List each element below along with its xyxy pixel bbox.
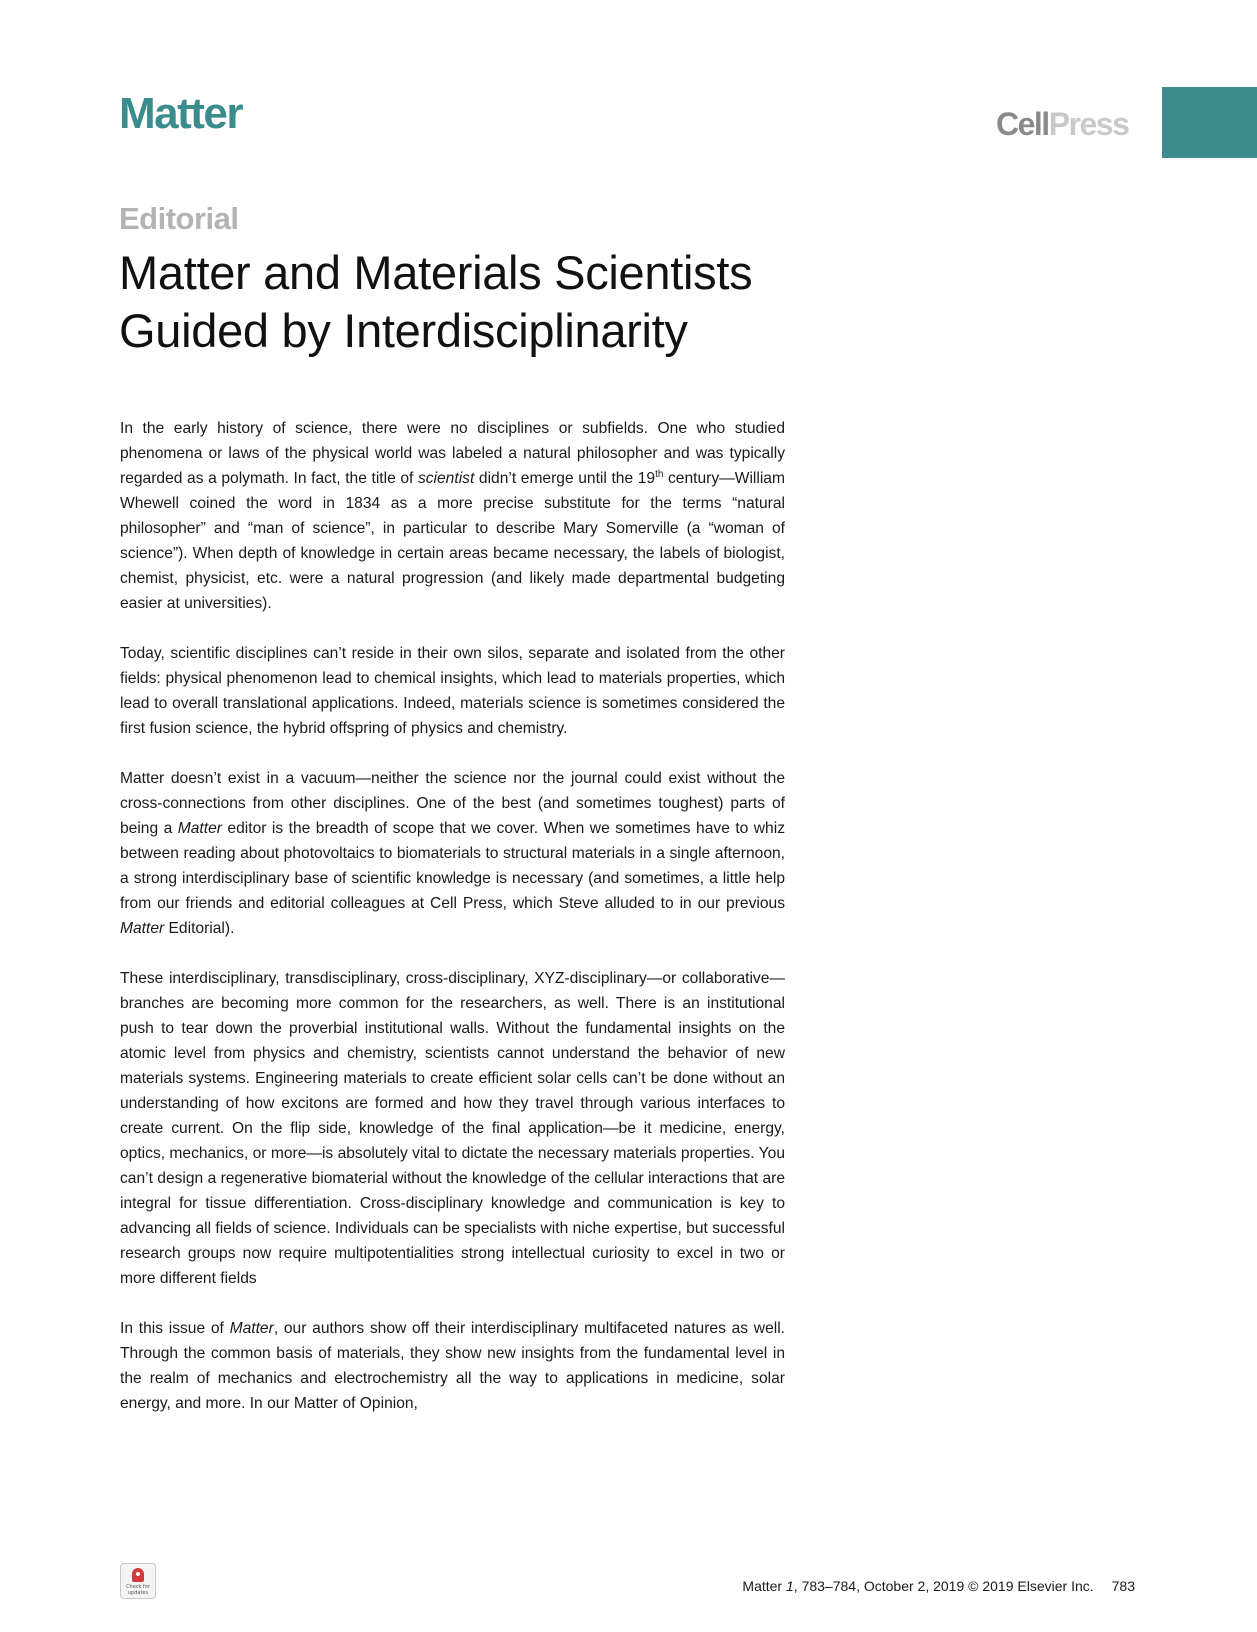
paragraph-3-text-b: editor is the breadth of scope that we cover. When we sometimes have to whiz between reading about photovoltaics to biomaterials to structural materials in a single afternoon, a strong interdisciplinary base of scientific knowledge is necessary (and sometimes, a little help from our friends and editorial colleagues at Cell Press, which Steve alluded to in our previous xyxy=(120,820,785,912)
paragraph-3-emphasis-2: Matter xyxy=(120,920,165,937)
article-title-line-2: Guided by Interdisciplinarity xyxy=(119,304,688,357)
paragraph-1-text-c: century—William Whewell coined the word in 1834 as a more precise substitute for the terms “natural philosopher” and “man of science”, in particular to describe Mary Somerville (a “woman of science”). When depth of knowledge in certain areas became necessary, the labels of biologist, chemist, physicist, etc. were a natural progression (and likely made departmental budgeting easier at universities). xyxy=(120,470,785,612)
cell-press-logo-press: Press xyxy=(1048,106,1129,142)
paragraph-1-text-b: didn’t emerge until the 19 xyxy=(474,470,656,487)
footer-journal: Matter xyxy=(742,1578,783,1594)
paragraph-5 xyxy=(120,1316,785,1416)
paragraph-5-text-b: , our authors show off their interdisciplinary multifaceted natures as well. Through the common basis of materials, they show new insights from the fundamental level in the realm of mechanics and electrochemistry all the way to applications in medicine, solar energy, and more. In our Matter of Opinion, xyxy=(120,1320,786,1412)
paragraph-3-text-c: Editorial). xyxy=(164,920,235,937)
paragraph-2: Today, scientific disciplines can’t reside in their own silos, separate and isolated from the other fields: physical phenomenon lead to chemical insights, which lead to materials properties, which lead to overall translational applications. Indeed, materials science is sometimes considered the first fusion science, the hybrid offspring of physics and chemistry. xyxy=(120,645,785,737)
paragraph-1-emphasis: scientist xyxy=(417,470,475,487)
crossmark-icon xyxy=(132,1568,144,1582)
paragraph-3 xyxy=(120,766,785,941)
paragraph-1-text-a: In the early history of science, there were no disciplines or subfields. One who studied phenomena or laws of the physical world was labeled a natural philosopher and was typically regarded as a polymath. In fact, the title of xyxy=(120,420,785,487)
paragraph-5-emphasis: Matter xyxy=(229,1320,274,1337)
paragraph-1 xyxy=(120,416,785,616)
journal-logo[interactable]: Matter xyxy=(119,89,243,138)
paragraph-5-text-a: In this issue of xyxy=(120,1320,230,1337)
cell-press-logo[interactable] xyxy=(996,108,1128,140)
header-color-block xyxy=(1162,87,1257,158)
section-label: Editorial xyxy=(119,201,239,236)
citation-footer xyxy=(742,1578,1135,1594)
crossmark-label: Check for updates xyxy=(126,1584,150,1596)
paragraph-3-emphasis-1: Matter xyxy=(177,820,222,837)
crossmark-button[interactable] xyxy=(120,1563,156,1599)
footer-volume: 1 xyxy=(786,1578,794,1594)
paragraph-1-superscript: th xyxy=(655,468,664,480)
cell-press-logo-cell: Cell xyxy=(996,106,1049,142)
article-title-line-1: Matter and Materials Scientists xyxy=(119,246,753,299)
article-body xyxy=(120,416,785,1416)
footer-citation: , 783–784, October 2, 2019 © 2019 Elsevier Inc. xyxy=(793,1578,1094,1594)
article-title xyxy=(119,244,879,360)
paragraph-3-text-a: Matter doesn’t exist in a vacuum—neither the science nor the journal could exist without the cross-connections from other disciplines. One of the best (and sometimes toughest) parts of being a xyxy=(120,770,785,837)
paragraph-4: These interdisciplinary, transdisciplinary, cross-disciplinary, XYZ-disciplinary—or collaborative—branches are becoming more common for the researchers, as well. There is an institutional push to tear down the proverbial institutional walls. Without the fundamental insights on the atomic level from physics and chemistry, scientists cannot understand the behavior of new materials systems. Engineering materials to create efficient solar cells can’t be done without an understanding of how excitons are formed and how they travel through various interfaces to create current. On the flip side, knowledge of the final application—be it medicine, energy, optics, mechanics, or more—is absolutely vital to dictate the necessary materials properties. You can’t design a regenerative biomaterial without the knowledge of the cellular interactions that are integral for tissue differentiation. Cross-disciplinary knowledge and communication is key to advancing all fields of science. Individuals can be specialists with niche expertise, but successful research groups now require multipotentialities strong intellectual curiosity to excel in two or more different fields xyxy=(120,970,785,1287)
page-number: 783 xyxy=(1111,1578,1135,1594)
